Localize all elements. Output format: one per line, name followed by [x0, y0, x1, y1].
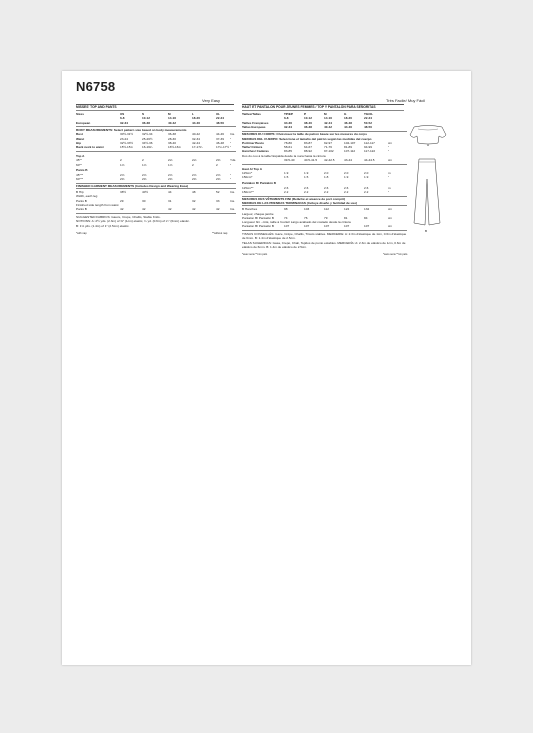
notions-b: B: 1⅝ yds. (1.4m) of 1" (2.5cm) elastic. — [76, 223, 130, 228]
body-row-cell: 92-97 — [324, 140, 332, 145]
pants-yardage-row-cell: 2⅝ — [192, 172, 197, 177]
body-row-cell: 102-107 — [344, 140, 356, 145]
finished-row-unit: Ins. — [230, 190, 235, 194]
body-row-cell: 34½-36 — [142, 140, 153, 145]
body-row-cell: 30½-31½ — [120, 132, 134, 137]
size-table-en — [76, 112, 236, 362]
difficulty-en: Very Easy — [202, 98, 221, 103]
top-yardage-row-label: 115cm* — [242, 171, 253, 176]
view-b-label: B — [425, 229, 428, 233]
top-yardage-row-cell: 2 — [142, 158, 144, 163]
size-range-row-cell: 10-12 — [304, 116, 312, 121]
pants-yardage-row-cell: 2.2 — [364, 189, 369, 194]
european-size-row-cell: 36-38 — [304, 124, 312, 129]
body-row-unit: cm — [388, 158, 393, 162]
size-letter-row-cell: P — [304, 112, 307, 116]
body-row-cell: 83-85 — [284, 149, 292, 154]
size-range-row-cell: 22-24 — [216, 116, 224, 121]
pants-yardage-row-cell: 2⅝ — [216, 172, 221, 177]
top-yardage-row-cell: 2⅜ — [216, 158, 221, 163]
finished-row-cell: 31 — [168, 198, 172, 203]
pants-yardage-row-cell: 2⅝ — [142, 172, 147, 177]
finished-row-cell: 42 — [142, 207, 146, 212]
size-letter-row-cell: M — [324, 112, 327, 116]
finished-row-label: Pantalon B/ Pantalón B — [242, 224, 274, 229]
size-range-row-cell: 6-8 — [284, 116, 289, 121]
pants-yardage-row-unit: m — [388, 185, 391, 190]
body-row-cell: 40.5-41.5 — [304, 158, 318, 162]
european-size-row-cell: 40-42 — [168, 120, 176, 125]
body-row-unit: " — [230, 145, 232, 150]
body-heading-1: MESURES DU CORPS: Choisissez la taille du patron basée sur les mesures du corps — [242, 132, 367, 137]
body-row-cell: 107-112 — [344, 149, 356, 154]
finished-row-cell: 30 — [142, 198, 146, 203]
body-row-cell: 39.5-40 — [284, 158, 295, 162]
european-size-row-label: European — [76, 120, 91, 125]
body-row-cell: 94-99 — [364, 145, 372, 150]
body-row-cell: 38-40 — [168, 140, 176, 145]
size-letter-row-cell: M — [168, 112, 171, 116]
finished-row-cell: 42 — [168, 207, 172, 212]
top-yardage-row-cell: 2⅛ — [168, 158, 173, 163]
body-row-cell: 83-87 — [304, 140, 312, 145]
pants-yardage-row-cell: 2.6 — [304, 185, 309, 190]
top-yardage-row-unit: m — [388, 171, 391, 176]
top-heading: Haut A/ Top A — [242, 166, 262, 171]
size-range-row-cell: 10-12 — [142, 116, 150, 121]
finished-row-cell: 32 — [192, 198, 196, 203]
pants-yardage-row-cell: 2.2 — [344, 189, 349, 194]
french-size-row-cell: 46-48 — [344, 120, 352, 125]
top-yardage-row-cell: 1.8 — [324, 175, 329, 180]
body-row-unit: Ins. — [230, 132, 235, 137]
french-size-row-label: Tailles Françaises — [242, 120, 269, 125]
pants-yardage-row-cell: 2⅜ — [120, 176, 125, 181]
finished-row-cell: 48 — [192, 190, 196, 194]
top-yardage-row-unit: " — [230, 162, 232, 167]
size-letter-row-cell: TG/XL — [364, 112, 374, 116]
pants-yardage-row-cell: 2.6 — [364, 185, 369, 190]
finished-row-cell: 98 — [284, 207, 288, 212]
size-letter-row-label: Tailles/Tallas — [242, 112, 261, 116]
body-row-cell: 58-61 — [284, 145, 292, 150]
european-size-row-cell: 32-34 — [284, 124, 292, 129]
size-range-row-cell: 22-24 — [364, 116, 372, 121]
suggested-fabrics: SUGGESTED FABRICS: Gauze, Crepe, Challis, Stable Knits. — [76, 214, 161, 219]
finished-row-cell: 42 — [192, 207, 196, 212]
european-size-row-cell: 48-50 — [216, 120, 224, 125]
finished-row-cell: 42 — [120, 207, 124, 212]
size-letter-row-cell: L — [192, 112, 194, 116]
finished-row-cell: 42 — [216, 207, 220, 212]
size-letter-row-cell: XL — [216, 112, 220, 116]
top-yardage-row-label: 150cm* — [242, 175, 253, 180]
european-size-row-cell: 44-46 — [344, 124, 352, 129]
finished-row-cell: 132 — [364, 207, 370, 212]
pants-yardage-row-cell: 2.6 — [324, 185, 329, 190]
body-row-cell: 64-67 — [304, 145, 312, 150]
finished-row-label: Finished side length from waist — [76, 202, 119, 207]
body-row-cell: 16½-16¾ — [168, 145, 182, 150]
pants-yardage-row-cell: 2⅜ — [142, 176, 147, 181]
top-yardage-row-cell: 1⅝ — [168, 162, 173, 167]
body-row-cell: 44-44.5 — [364, 158, 375, 162]
european-size-row-label: Tallas Europeas — [242, 124, 266, 129]
pattern-envelope-back — [62, 71, 471, 665]
body-row-cell: 15½-15¾ — [120, 145, 134, 150]
body-row-cell: 17¼-17½ — [216, 145, 230, 150]
finished-row-label: Pants B — [76, 207, 87, 212]
french-size-row-cell: 38-40 — [304, 120, 312, 125]
top-yardage-row-label: 45"* — [76, 158, 82, 163]
body-row-cell: 17-17¼ — [192, 145, 203, 150]
pants-yardage-row-cell: 2.2 — [324, 189, 329, 194]
pants-yardage-row-unit: " — [388, 189, 390, 194]
body-row-cell: 23-24 — [120, 136, 128, 141]
top-yardage-row-cell: 1.9 — [364, 175, 369, 180]
body-heading-2: MEDIDAS DEL CUERPO: Seleccione el tamaño del patrón según las medidas del cuerpo — [242, 136, 372, 141]
finished-row-cell: 107 — [284, 224, 290, 229]
size-range-row-cell: 14-16 — [324, 116, 332, 121]
view-a-label: A — [427, 143, 430, 147]
finished-row-label: Longueur fini - côté, taille à l'ourlet/ Largo acabado del costado desde la cintura — [242, 220, 351, 225]
difficulty-fr: Très Facile/ Muy Fácil — [386, 98, 425, 103]
finished-row-unit: Ins. — [230, 198, 235, 203]
body-row-label: Hip — [76, 140, 81, 145]
pants-yardage-row-cell: 2.2 — [304, 189, 309, 194]
finished-row-cell: 79 — [324, 215, 328, 220]
pants-heading: Pantalon B/ Pantalón B — [242, 181, 277, 186]
footnote-nap: *avec sens **con pelo — [242, 252, 268, 256]
pants-yardage-row-unit: " — [230, 176, 232, 181]
body-row-cell: 32½-33½ — [120, 140, 134, 145]
finished-row-label: Width, each leg — [76, 194, 98, 199]
top-yardage-row-cell: 2⅛ — [192, 158, 197, 163]
top-yardage-row-cell: 1⅝ — [120, 162, 125, 167]
european-size-row-cell: 44-46 — [192, 120, 200, 125]
size-range-row-cell: 6-8 — [120, 116, 125, 121]
top-yardage-row-cell: 2 — [216, 162, 218, 167]
pants-yardage-row-cell: 2⅝ — [168, 172, 173, 177]
pants-yardage-row-unit: " — [230, 172, 232, 177]
finished-heading: FINISHED GARMENT MEASUREMENTS (Includes Design and Wearing Ease) — [76, 184, 189, 189]
top-yardage-row-cell: 2.0 — [364, 171, 369, 176]
body-row-label: Waist — [76, 136, 85, 141]
top-yardage-row-cell: 1.5 — [304, 175, 309, 180]
size-letter-row-cell: TP/EP — [284, 112, 293, 116]
pants-yardage-row-label: 150cm** — [242, 189, 254, 194]
body-row-cell: 32½-34 — [142, 132, 153, 137]
body-row-cell: 40-42 — [192, 132, 200, 137]
body-row-cell: 28-30 — [168, 136, 176, 141]
body-row-cell: 112-117 — [364, 140, 375, 145]
finished-row-cell: 107 — [364, 224, 370, 229]
finished-heading-1: MESURES DES VÊTEMENTS FINI (Relâché et aisance de port comprit) — [242, 197, 346, 202]
finished-row-label: B Hanches — [242, 207, 258, 212]
finished-row-cell: 107 — [304, 224, 310, 229]
body-row-cell: 46-48 — [216, 140, 224, 145]
body-row-cell: 117-122 — [364, 149, 376, 154]
size-range-row-cell: 18-20 — [344, 116, 352, 121]
finished-heading-2: MEDIDAS DE LAS PRENDAS TERMINADAS (Incluye diseño y facilidad de uso) — [242, 201, 358, 206]
body-row-cell: 37-39 — [216, 136, 224, 141]
finished-row-cell: 74 — [284, 215, 288, 220]
size-letter-row-label: Sizes — [76, 112, 84, 116]
pants-yardage-row-cell: 2⅜ — [192, 176, 197, 181]
size-letter-row-cell: S — [142, 112, 145, 116]
pants-yardage-row-cell: 2⅜ — [216, 176, 221, 181]
pants-yardage-row-cell: 2.6 — [284, 185, 289, 190]
finished-row-label: Pants B — [76, 198, 87, 203]
finished-row-unit: cm — [388, 207, 393, 212]
top-yardage-row-cell: 1.9 — [344, 175, 349, 180]
body-row-label: Poitrine/ Busto — [242, 140, 265, 145]
european-size-row-cell: 48-50 — [364, 124, 372, 129]
body-row-cell: 97-102 — [324, 149, 334, 154]
body-row-cell: 42-44 — [192, 140, 200, 145]
finished-row-cell: 84 — [364, 215, 368, 220]
french-size-row-cell: 34-36 — [284, 120, 292, 125]
body-row-cell: 44-46 — [216, 132, 224, 137]
european-size-row-cell: 40-42 — [324, 124, 332, 129]
finished-row-cell: 107 — [324, 224, 330, 229]
finished-row-label: Pantalon B/ Pantalón B — [242, 215, 274, 220]
finished-row-label: Largeur, chaque jambe — [242, 211, 274, 216]
pattern-number: N6758 — [76, 79, 116, 94]
finished-row-cell: 81 — [344, 215, 348, 220]
finished-row-unit: Ins. — [230, 207, 235, 212]
top-yardage-row-cell: 1.9 — [284, 171, 289, 176]
suggested-fabrics: TISSUS CONSEILLÉS: Gaze, Crêpe, Challis, Tricots stables. MERCERIE: A: 2.3m d'élastique de 1cm, 0.6m d'élastique de 6mm. B: 1.4m d'élastique de 2.5cm. — [242, 231, 407, 240]
top-yardage-row-cell: 2 — [120, 158, 122, 163]
top-yardage-row-cell: 2.0 — [324, 171, 329, 176]
top-yardage-row-cell: 1⅝ — [142, 162, 147, 167]
footnote-nap: *with nap — [76, 231, 87, 235]
body-row-label: Bust — [76, 132, 83, 137]
finished-row-cell: 33 — [216, 198, 220, 203]
pants-yardage-row-cell: 2.6 — [344, 185, 349, 190]
pants-yardage-row-label: 115cm** — [242, 185, 254, 190]
finished-row-cell: 107 — [344, 224, 350, 229]
top-yardage-row-label: 60"* — [76, 162, 82, 167]
body-row-cell: 43-44 — [344, 158, 352, 162]
title-en: MISSES' TOP AND PANTS — [76, 105, 117, 109]
body-row-unit: cm — [388, 140, 393, 145]
title-fr: HAUT ET PANTALON POUR JEUNES FEMMES / TOP Y PANTALÓN PARA SEÑORITAS — [242, 105, 376, 109]
size-letter-row-cell: G — [344, 112, 347, 116]
finished-row-cell: 40½ — [142, 190, 149, 194]
top-yardage-row-cell: 2 — [192, 162, 194, 167]
body-row-unit: " — [388, 145, 390, 150]
finished-row-cell: 122 — [344, 207, 350, 212]
size-letter-row-cell: XS — [120, 112, 125, 116]
finished-row-cell: 44 — [168, 190, 172, 194]
body-row-unit: " — [230, 136, 232, 141]
body-row-cell: 25-26½ — [142, 136, 153, 141]
body-heading: BODY MEASUREMENTS: Select pattern size based on body measurements — [76, 127, 187, 132]
pants-heading: Pants B — [76, 168, 88, 173]
footnote-without-nap: *sans sens **sin pelo — [383, 252, 408, 256]
finished-row-cell: 52 — [216, 190, 220, 194]
pants-yardage-row-cell: 2⅜ — [168, 176, 173, 181]
european-size-row-cell: 32-34 — [120, 120, 128, 125]
body-row-label: Taille/ Cintura — [242, 145, 263, 150]
size-table-fr — [242, 112, 407, 362]
telas-sugeridas: TELAS SUGERIDAS: Gasa, Crepé, Chalí, Tejidos de punto estables. MERCERÍA: A: 2.3m de elástico de 1cm, 0.6m de elástico de 6mm. B: 1.4m de elástico de 2.5cm. — [242, 240, 406, 249]
finished-row-cell: 76 — [304, 215, 308, 220]
finished-row-cell: 112 — [324, 207, 329, 212]
body-row-cell: 36-38 — [168, 132, 176, 137]
size-range-row-cell: 14-16 — [168, 116, 176, 121]
pants-yardage-row-cell: 2⅝ — [120, 172, 125, 177]
body-row-unit: " — [230, 140, 232, 145]
top-heading: Top A — [76, 153, 85, 158]
finished-row-cell: 103 — [304, 207, 310, 212]
top-yardage-row-cell: 1.9 — [304, 171, 309, 176]
size-range-row-cell: 18-20 — [192, 116, 200, 121]
top-yardage-row-unit: " — [388, 175, 390, 180]
finished-row-cell: 29 — [120, 198, 124, 203]
body-row-unit: " — [388, 149, 390, 154]
body-row-label: Dos du cou à la taille/ Espalda desde la nuca hasta la cintura — [242, 153, 326, 158]
finished-row-cell: 38½ — [120, 190, 127, 194]
body-row-cell: 78-80 — [284, 140, 292, 145]
body-row-label: Back neck to waist — [76, 145, 104, 150]
top-yardage-row-cell: 2.0 — [344, 171, 349, 176]
notions-a: NOTIONS: A: 2½ yds. (2.3m) of ⅜" (1cm) elastic, ¾ yd. (0.6m) of ¼" (6mm) elastic. — [76, 219, 190, 224]
french-size-row-cell: 42-44 — [324, 120, 332, 125]
finished-row-label: B Hip — [76, 190, 84, 194]
top-yardage-row-cell: 1.5 — [284, 175, 289, 180]
finished-row-unit: cm — [388, 224, 393, 229]
pants-yardage-row-cell: 2.2 — [284, 189, 289, 194]
european-size-row-cell: 36-38 — [142, 120, 150, 125]
body-row-label: Hanches/ Caderas — [242, 149, 269, 154]
top-yardage-row-unit: Yds. — [230, 158, 237, 163]
view-b-pants-illustration — [412, 157, 442, 227]
body-row-cell: 81-89 — [344, 145, 352, 150]
pants-yardage-row-label: 60"** — [76, 176, 83, 181]
body-row-cell: 88-92 — [304, 149, 312, 154]
footnote-without-nap: **without nap — [212, 231, 228, 235]
finished-row-unit: cm — [388, 215, 393, 220]
body-row-cell: 71-76 — [324, 145, 332, 150]
body-row-cell: 42-42.5 — [324, 158, 335, 162]
french-size-row-cell: 50-52 — [364, 120, 372, 125]
body-row-cell: 16-16¼ — [142, 145, 153, 150]
pants-yardage-row-label: 45"** — [76, 172, 83, 177]
body-row-cell: 32-34 — [192, 136, 200, 141]
